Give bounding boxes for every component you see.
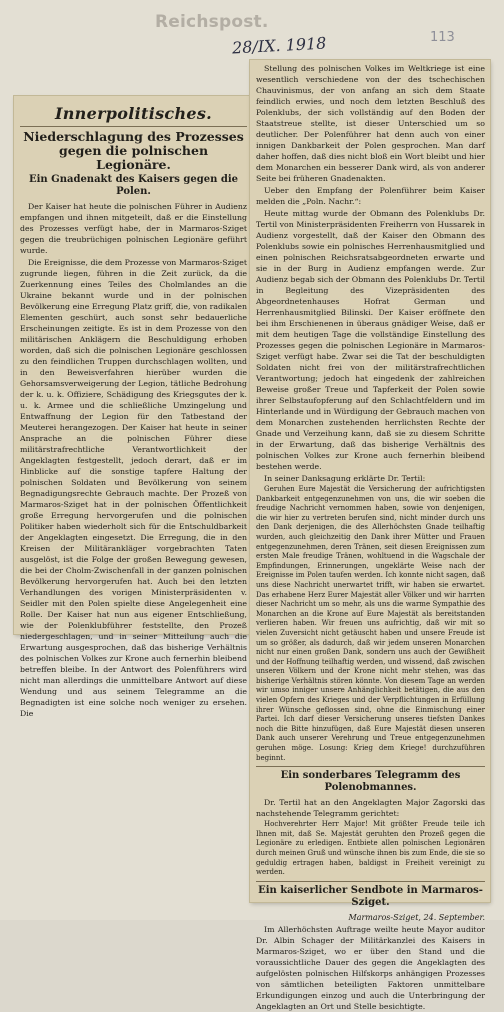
article-paragraph: Die Ereignisse, die dem Prozesse von Marmaros-Sziget zugrunde liegen, führen in die Zeit zurück, da die Zuerkennung eines Teiles des Cholmlandes an die Ukraine bekannt wurde und in der polnischen Bevölkerung eine Erregung Platz griff, die, von radikalen Elementen geschürt, auch sonst sehr bedauerliche Erscheinungen zeitigte. Es ist in dem Prozesse von den militärischen Anklägern die Beschuldigung erhoben worden, daß sich die polnischen Legionäre geschlossen zu den feindlichen Truppen durchschlagen wollten, und in den Beweisverfahren hierüber wurden die Gehorsamsverweigerung der Legion, tätliche Bedrohung der k. u. k. Offiziere, Schädigung des Kriegsgutes der k. u. k. Armee und die schließliche Umzingelung und Entwaffnung der Legion für den Tatbestand der Meuterei herangezogen. Der Kaiser hat heute in seiner Ansprache an die polnischen Führer diese militärstrafrechtliche Verantwortlichkeit der Angeklagten festgestellt, jedoch derart, daß er im Hinblicke auf die sonstige tapfere Haltung der polnischen Soldaten und Bevölkerung von seinem Begnadigungsrechte Gebrauch machte. Der Prozeß von Marmaros-Sziget hat in der polnischen Öffentlichkeit große Erregung hervorgerufen und die polnischen Politiker haben wiederholt sich für die Entschuldbarkeit der Angeklagten eingesetzt. Die Erregung, die in den Kreisen der Militärankläger vorgebrachten Taten ausgelöst, ist die Folge der großen Bewegung gewesen, die bei der Cholm-Zwischenfall in der ganzen polnischen Bevölkerung hervorgerufen hat. Auch bei den letzten Verhandlungen des vorigen Ministerpräsidenten v. Seidler mit den Polen spielte diese Angelegenheit eine Rolle. Der Kaiser hat nun aus eigener Entschließung, wie der Polenklubführer feststellte, den Prozeß niedergeschlagen, und in seiner Mitteilung auch die Erwartung ausgesprochen, daß das bisherige Verhältnis des polnischen Volkes zur Krone auch fernerhin bleibend betreffen bleibe. In der Antwort des Polenführers wird nicht man allerdings die unmittelbare Antwort auf diese Wendung und aus seinem Telegramme an die Begnadigten ist eine solche noch weniger zu ersehen. Die (20, 258, 247, 718)
clipping-right-column (250, 60, 490, 1011)
article-subheadline: Ein Gnadenakt des Kaisers gegen die Polen. (28, 174, 239, 197)
clipping-left-column (14, 96, 252, 718)
divider (256, 881, 485, 882)
handwritten-date: 28/IX. 1918 (231, 33, 327, 58)
dateline: Marmaros-Sziget, 24. September. (348, 912, 485, 922)
divider (20, 126, 247, 127)
archive-header (0, 0, 504, 60)
article-paragraph: Heute mittag wurde der Obmann des Polenklubs Dr. Tertil von Ministerpräsidenten Freiherrn von Hussarek in Audienz vorgestellt, daß der Kaiser den Obmann des Polenklubs sowie ein polnisches Herrenhausmitglied und einen polnischen Reichsratsabgeordneten erwarte und sie in der Burg in Audienz empfangen werde. Zur Audienz begab sich der Obmann des Polenklubs Dr. Tertil in Begleitung des Vizepräsidenten des Abgeordnetenhauses Hofrat German und Herrenhausmitglied Bilinski. Der Kaiser eröffnete den bei ihm Erschienenen in überaus gnädiger Weise, daß er mit dem heutigen Tage die vollständige Einstellung des Prozesses gegen die polnischen Legionäre in Marmaros-Sziget verfügt habe. Zwar sei die Tat der beschuldigten Soldaten nicht frei von der militärstrafrechtlichen Verantwortung; jedoch hat eingedenk der zahlreichen Beweise großer Treue und Tapferkeit der Polen sowie ihrer Selbstaufopferung auf den Schlachtfeldern und im Hinterlande und in Würdigung der Gebrauch machen von dem Monarchen zustehenden herrlichsten Rechte der Gnade und Verzeihung kann, daß sie zu diesem Schritte in der Erwartung, daß das bisherige Verhältnis des polnischen Volkes zur Krone auch fernerhin bleibend bestehen werde. (256, 209, 485, 471)
article-paragraph: Im Allerhöchsten Auftrage weilte heute Mayor auditor Dr. Albin Schager der Militärkanzlei des Kaisers in Marmaros-Sziget, wo er über den Stand und die voraussichtliche Dauer des gegen die Angeklagten des aufgelösten polnischen Hilfskorps anhängigen Prozesses von sämtlichen beteiligten Faktoren unmittelbare Erkundigungen einzog und auch die Unterbringung der Angeklagten an Ort und Stelle besichtigte. (256, 924, 485, 1011)
section-title: Innerpolitisches. (54, 104, 213, 123)
telegram-text: Hochverehrter Herr Major! Mit größter Freude teile ich Ihnen mit, daß Se. Majestät geruhten den Prozeß gegen die Legionäre zu erledigen. Entbiete allen polnischen Legionären durch meinen Gruß und wünsche ihnen bis zum Ende, die sie so geduldig ertragen haben, baldigst in Freiheit vereinigt zu werden. (256, 820, 485, 877)
section-headline: Ein kaiserlicher Sendbote in Marmaros-Sziget. (258, 884, 483, 908)
quoted-speech: Geruhen Eure Majestät die Versicherung der aufrichtigsten Dankbarkeit entgegenzunehmen von uns, die wir soeben die freudige Nachricht vernommen haben, sowie von denjenigen, die wir hier zu vertreten berufen sind, nicht minder durch uns den Dank derjenigen, die des Allerhöchsten Gnade teilhaftig wurden, auch gleichzeitig den Dank ihrer Mütter und Frauen entgegenzunehmen, deren Tränen, seit diesen Ereignissen zum ersten Male freudige Tränen, wohltuend in die Wagschale der Empfindungen, Erinnerungen, ungeklärte Weise nach der Ereignisse im Polen taufen werden. Ich konnte nicht sagen, daß uns diese Nachricht unerwartet trifft, wir haben sie erwartet. Das erhabene Herz Eurer Majestät aller Völker und wir harrten dieser Nachricht um so mehr, als uns die warme Sympathie des Monarchen an die Krone auf Eure Majestät als bereitstanden verlieren haben. Wir freuen uns aufrichtig, daß wir mit so vielen Zuversicht nicht getäuscht haben und unsere Freude ist um so größer, als dadurch, daß wir jedem unseren Monarchen nicht nur einen großen Dank, sondern uns auch der Gewißheit und der Hoffnung teilhaftig werden, und wissend, daß zwischen unseren Völkern und der Krone nicht mehr stehen, was das bisherige Verhältnis stören könnte. Von diesem Tage an werden wir umso inniger unsere Anhänglichkeit betätigen, die aus den vielen Opfern des Krieges und der Verpflichtungen in Erfüllung ihrer Wünsche geflossen sind, ohne die Einmischung einer Partei. Ich darf dieser Versicherung unseres tiefsten Dankes noch die Bitte hinzufügen, daß Eure Majestät diesen unseren Dank auch unserer Verehrung und Treue entgegenzunehmen geruhen möge. Losung: Krieg dem Kriege! durchzuführen beginnt. (256, 485, 485, 762)
section-headline: Ein sonderbares Telegramm des Polenobmannes. (280, 770, 461, 794)
newspaper-source-stamp: Reichspost. (155, 12, 269, 32)
article-paragraph: In seiner Danksagung erklärte Dr. Tertil: (264, 474, 426, 483)
archive-number: 113 (430, 30, 455, 45)
article-paragraph: Stellung des polnischen Volkes im Weltkriege ist eine wesentlich verschiedene von der des tschechischen Chauvinismus, der von anfang an sich dem Staate feindlich erwies, und noch dem letzten Beschluß des Polenklubs, der sich vollständig auf den Boden der Staatstreue stellte, ist dieser Unterschied um so deutlicher. Der Polenführer hat denn auch von einer innigen Dankbarkeit der Polen gesprochen. Man darf daher hoffen, daß dies nicht bloß ein Wort bleibt und hier dem Monarchen ein besserer Dank wird, als von anderer Seite bei früheren Gnadenakten. (256, 64, 485, 183)
article-headline: Niederschlagung des Prozesses gegen die polnischen Legionäre. (23, 129, 244, 172)
article-paragraph: Der Kaiser hat heute die polnischen Führer in Audienz empfangen und ihnen mitgeteilt, daß er die Einstellung des Prozesses verfügt habe, der in Marmaros-Sziget gegen die treubrüchigen polnischen Legionäre geführt wurde. (20, 202, 247, 255)
article-paragraph: Ueber den Empfang der Polenführer beim Kaiser melden die „Poln. Nachr.“: (256, 186, 485, 206)
article-paragraph: Dr. Tertil hat an den Angeklagten Major Zagorski das nachstehende Telegramm gerichtet: (256, 798, 485, 819)
divider (256, 766, 485, 767)
